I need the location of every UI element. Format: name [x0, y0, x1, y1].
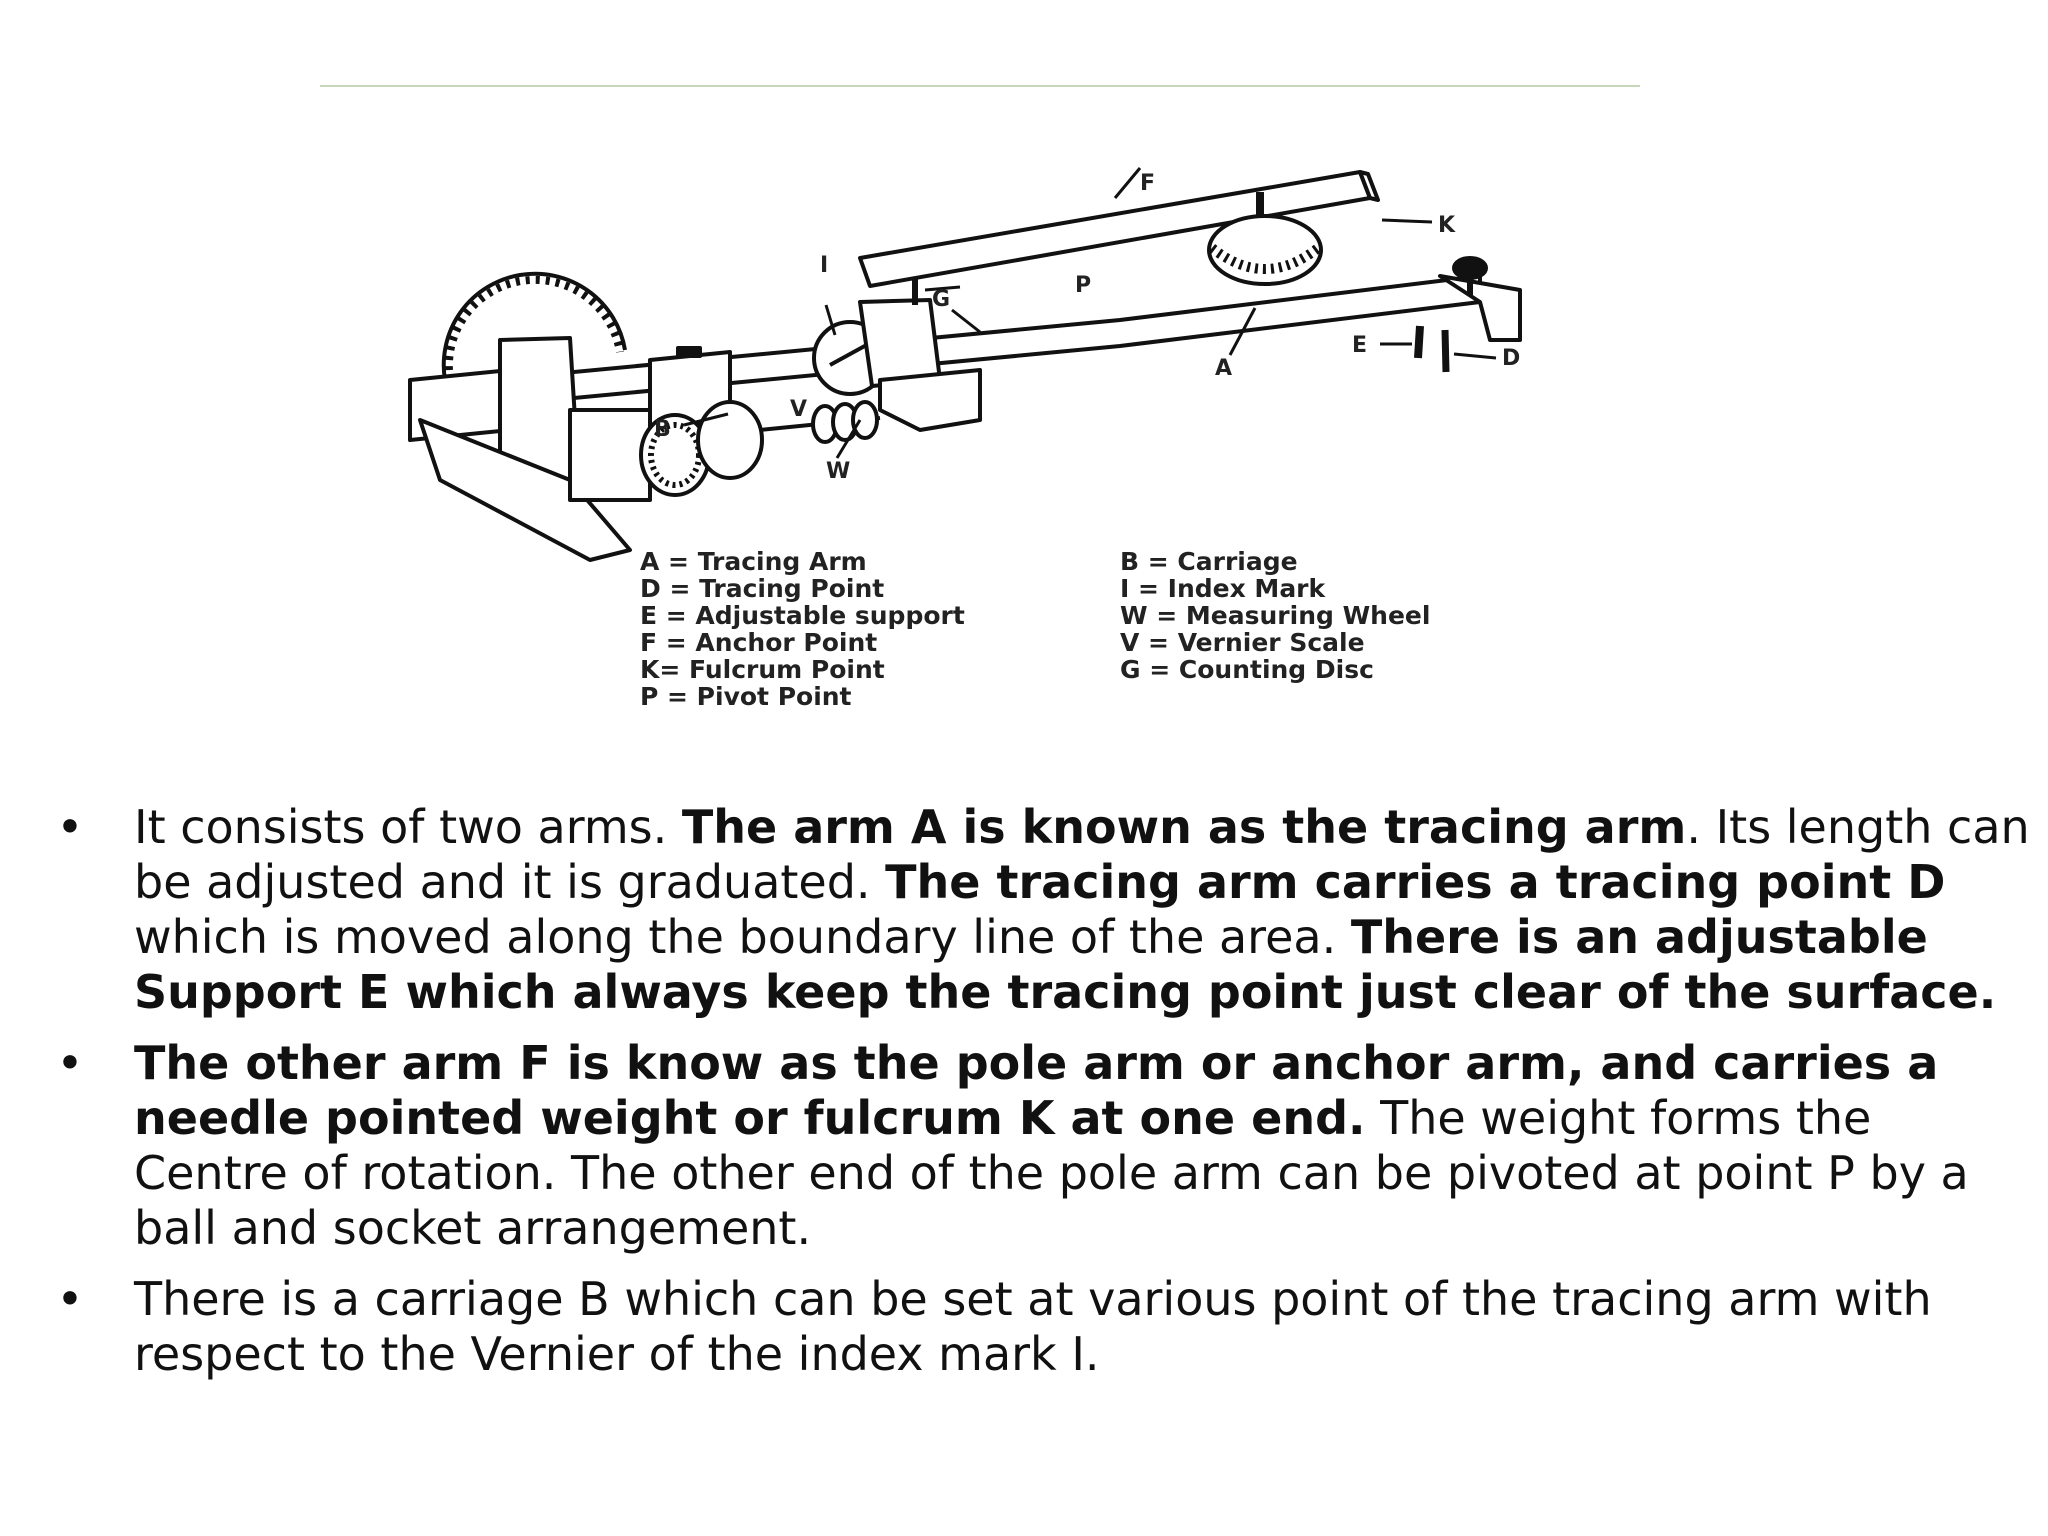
label-I: I: [820, 253, 829, 278]
legend-item: A = Tracing Arm: [640, 548, 867, 576]
bullet-icon: •: [56, 1036, 84, 1090]
text-segment: There is a carriage B which can be set at various point of the tracing arm with respect to the Vernier of the index mark I.: [134, 1272, 1932, 1381]
pivot-base: [880, 370, 980, 430]
label-F: F: [1140, 171, 1156, 196]
legend-item: V = Vernier Scale: [1120, 628, 1365, 657]
legend-item: D = Tracing Point: [640, 574, 885, 603]
leader-G: [952, 310, 980, 332]
legend-item: I = Index Mark: [1120, 574, 1326, 603]
text-segment: . Its length can be adjusted and it is graduated.: [134, 800, 2030, 909]
bold-segment: The other arm F is know as the pole arm or anchor arm, and carries a needle pointed weight or fulcrum K at one end.: [134, 1036, 1939, 1145]
pivot-block: [860, 300, 940, 386]
tracing-point-shape: [1445, 330, 1446, 372]
legend-left-column: [640, 548, 1060, 708]
bullet-list: [50, 800, 2030, 1398]
label-B: B: [654, 417, 671, 442]
leader-D: [1454, 354, 1496, 358]
leader-F: [1115, 168, 1140, 198]
label-D: D: [1502, 346, 1521, 371]
planimeter-drawing: [410, 172, 1520, 560]
label-P: P: [1075, 273, 1092, 298]
leader-K: [1382, 220, 1432, 222]
bullet-item: [50, 1272, 2030, 1382]
legend-item: B = Carriage: [1120, 548, 1298, 576]
label-K: K: [1438, 213, 1456, 238]
bullet-icon: •: [56, 1272, 84, 1326]
tracing-knob: [1454, 258, 1486, 278]
legend-item: K= Fulcrum Point: [640, 655, 885, 684]
bullet-item: [50, 800, 2030, 1020]
text-segment: which is moved along the boundary line of the area.: [134, 910, 1351, 964]
carriage-front: [570, 410, 650, 500]
label-G: G: [932, 287, 951, 312]
adjustable-support-shape: [1418, 326, 1420, 358]
tracing-arm-end: [1440, 276, 1520, 340]
legend-item: G = Counting Disc: [1120, 655, 1374, 684]
wheel-hub: [698, 402, 762, 478]
legend-right-column: [1120, 548, 1430, 708]
label-W: W: [826, 459, 851, 484]
legend-item: E = Adjustable support: [640, 601, 965, 630]
legend-item: F = Anchor Point: [640, 628, 878, 657]
bold-segment: The arm A is known as the tracing arm: [681, 800, 1687, 854]
bullet-icon: •: [56, 800, 84, 854]
index-mark-shape: [678, 348, 700, 356]
legend-item: W = Measuring Wheel: [1120, 601, 1431, 630]
tracing-arm-shape: [490, 276, 1480, 406]
bold-segment: There is an adjustable Support E which always keep the tracing point just clear of the surface.: [134, 910, 1997, 1019]
text-segment: The weight forms the Centre of rotation. The other end of the pole arm can be pivoted at point P by a ball and socket arrangement.: [134, 1091, 1969, 1255]
label-A: A: [1215, 356, 1233, 381]
legend-item: P = Pivot Point: [640, 682, 852, 708]
bold-segment: The tracing arm carries a tracing point D: [885, 855, 1946, 909]
text-segment: It consists of two arms.: [134, 800, 682, 854]
label-E: E: [1352, 333, 1368, 358]
screw-nut-3: [853, 402, 877, 438]
label-V: V: [790, 397, 808, 422]
diagram-legend: [640, 548, 1460, 708]
bullet-item: [50, 1036, 2030, 1256]
